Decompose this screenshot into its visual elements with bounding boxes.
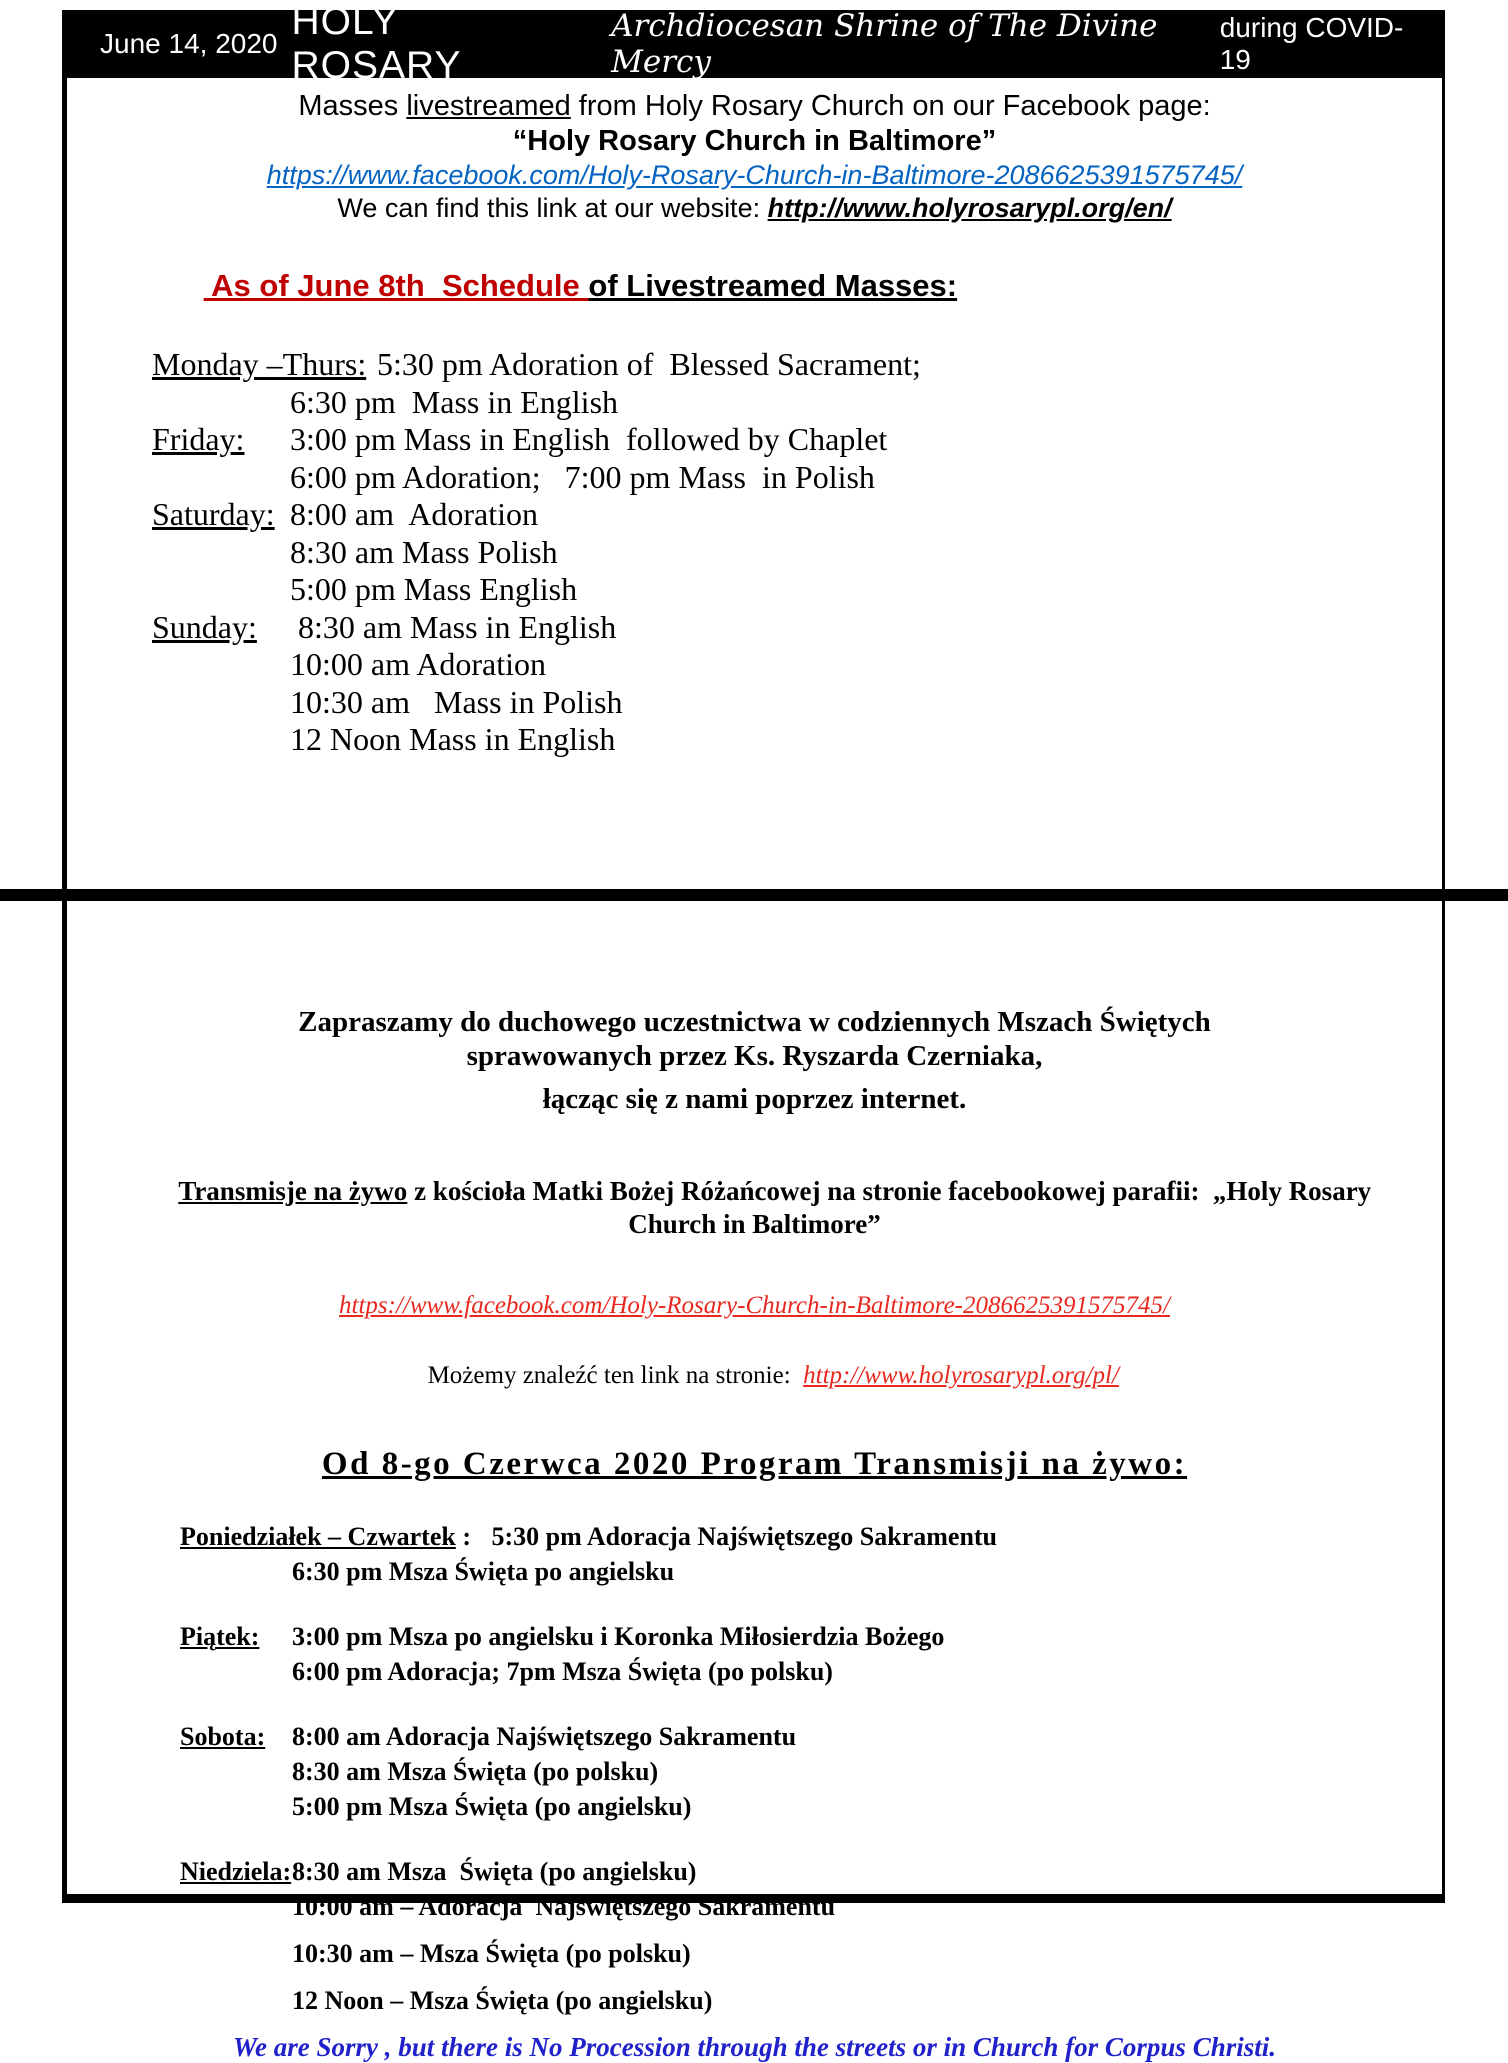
schedule-row: 6:00 pm Adoration; 7:00 pm Mass in Polish [290,458,875,495]
schedule-row: 10:30 am – Msza Święta (po polsku) [292,1938,691,1968]
shrine-subtitle: Archdiocesan Shrine of The Divine Mercy [611,8,1158,80]
polish-schedule [180,1519,1442,2018]
schedule-row: Poniedziałek – Czwartek : 5:30 pm Adoracja Najświętszego Sakramentu [180,1521,998,1551]
schedule-row: Monday –Thurs: 5:30 pm Adoration of Blessed Sacrament; [152,346,921,382]
title-bar [62,0,1445,87]
polish-join-line: łącząc się z nami poprzez internet. [542,1082,967,1115]
section-divider [0,889,1508,901]
facebook-link-line [67,160,1442,191]
polish-intro [67,1005,1442,1073]
schedule-row: 10:00 am – Adoracja Najświętszego Sakramentu [292,1891,836,1921]
polish-website-link[interactable]: http://www.holyrosarypl.org/pl/ [803,1361,1119,1389]
bulletin-sheet [62,0,1445,2062]
schedule-row: Saturday: 8:00 am Adoration [152,496,538,532]
website-link[interactable]: http://www.holyrosarypl.org/en/ [767,193,1172,223]
english-schedule-heading [152,232,1442,340]
livestream-line: Masses livestreamed from Holy Rosary Church on our Facebook page: [298,90,1211,122]
schedule-row: 6:00 pm Adoracja; 7pm Msza Święta (po polsku) [292,1656,833,1686]
polish-intro-line1: Zapraszamy do duchowego uczestnictwa w codziennych Mszach Świętych [298,1005,1211,1038]
covid-note: during COVID-19 [1219,12,1404,75]
schedule-row: Piątek: 3:00 pm Msza po angielsku i Koronka Miłosierdzia Bożego [180,1621,945,1651]
schedule-row: 10:00 am Adoration [290,646,546,682]
schedule-row: 12 Noon Mass in English [290,721,616,757]
issue-date: June 14, 2020 [100,28,278,59]
schedule-row: 8:30 am Msza Święta (po polsku) [292,1756,659,1786]
livestreamed-underline: livestreamed [406,90,571,122]
schedule-row: Friday: 3:00 pm Mass in English followed by Chaplet [152,421,888,457]
english-intro [67,90,1442,224]
schedule-row: 12 Noon – Msza Święta (po angielsku) [292,1985,713,2015]
schedule-row: 5:00 pm Mass English [290,571,578,607]
schedule-row: Sobota: 8:00 am Adoracja Najświętszego Sakramentu [180,1721,797,1751]
heading-black-part: of Livestreamed Masses: [588,268,958,303]
polish-intro-line2: sprawowanych przez Ks. Ryszarda Czerniaka, [466,1039,1043,1072]
transmisje-underline: Transmisje na żywo [178,1175,408,1206]
schedule-row: Niedziela: 8:30 am Msza Święta (po angielsku) [180,1856,697,1886]
facebook-page-name: “Holy Rosary Church in Baltimore” [512,125,997,157]
polish-schedule-heading: Od 8-go Czerwca 2020 Program Transmisji na żywo: [321,1445,1188,1482]
schedule-row: Sunday: 8:30 am Mass in English [152,608,617,645]
schedule-row: 6:30 pm Msza Święta po angielsku [292,1556,675,1586]
facebook-link[interactable]: https://www.facebook.com/Holy-Rosary-Church-in-Baltimore-2086625391575745/ [266,160,1243,190]
polish-find-line: Możemy znaleźć ten link na stronie: http://www.holyrosarypl.org/pl/ [427,1361,1119,1389]
schedule-row: 6:30 pm Mass in English [290,383,619,420]
schedule-row: 5:00 pm Msza Święta (po angielsku) [292,1791,692,1821]
polish-facebook-link-line [67,1292,1442,1320]
heading-red-part: As of June 8th Schedule [203,268,589,303]
website-line: We can find this link at our website: http://www.holyrosarypl.org/en/ [337,193,1172,223]
parish-name: HOLY ROSARY [291,0,462,87]
polish-transmission-line: Transmisje na żywo z kościoła Matki Bożej Różańcowej na stronie facebookowej parafii: „Holy Rosary Church in Baltimore” [178,1175,1378,1239]
english-schedule [152,346,1442,759]
schedule-row: 10:30 am Mass in Polish [290,683,623,720]
no-procession-notice: We are Sorry , but there is No Procession through the streets or in Church for Corpus Christi. [233,2031,1276,2062]
polish-facebook-link[interactable]: https://www.facebook.com/Holy-Rosary-Church-in-Baltimore-2086625391575745/ [339,1291,1170,1319]
schedule-row: 8:30 am Mass Polish [290,533,558,570]
